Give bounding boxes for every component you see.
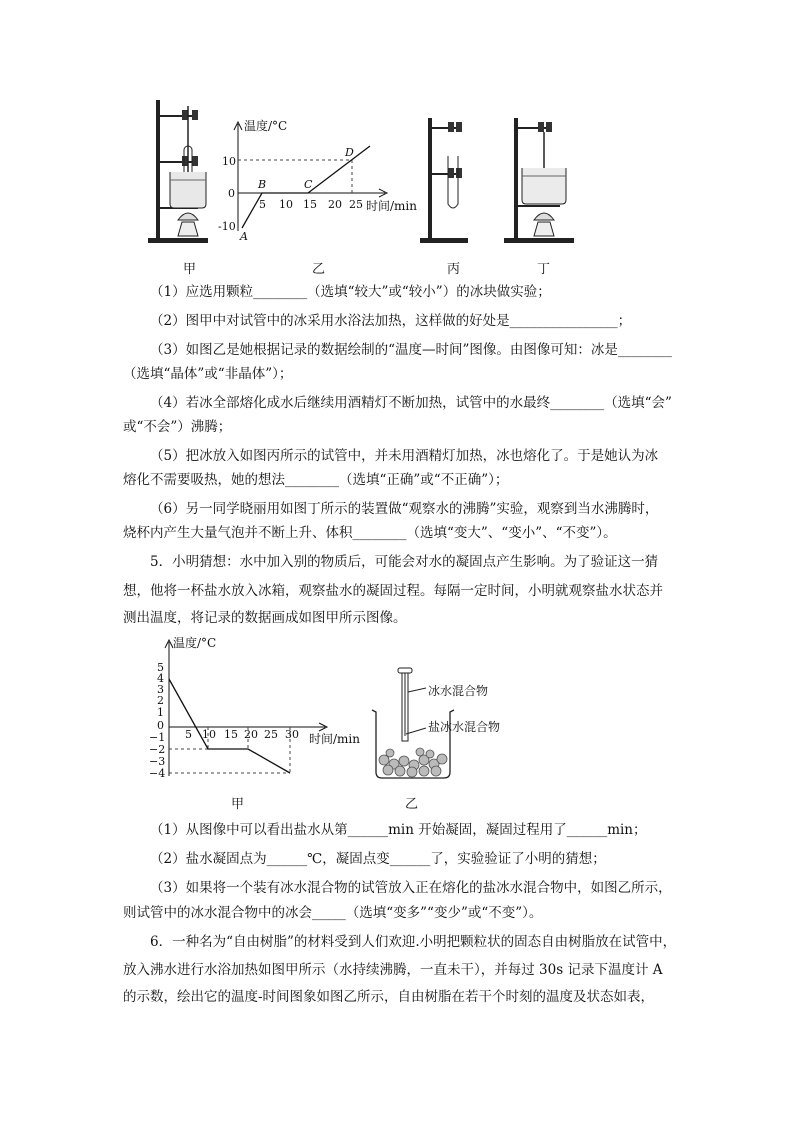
figure-caption: 甲 xyxy=(231,797,245,812)
question-line: 想，他将一杯盐水放入冰箱，观察盐水的凝固过程。每隔一定时间，小明就观察盐水状态并 xyxy=(123,583,663,599)
y-tick: −3 xyxy=(149,755,166,768)
x-tick: 10 xyxy=(202,728,216,741)
x-axis-label: 时间/min xyxy=(309,732,360,746)
y-tick: −4 xyxy=(149,767,166,780)
apparatus-jia xyxy=(148,96,220,246)
y-tick: -10 xyxy=(218,220,236,233)
figure-caption: 丁 xyxy=(537,262,551,277)
x-tick: 25 xyxy=(264,728,278,741)
point-label: C xyxy=(304,178,313,191)
x-tick: 15 xyxy=(224,728,238,741)
question-line: （3）如果将一个装有冰水混合物的试管放入正在熔化的盐冰水混合物中，如图乙所示， xyxy=(150,880,672,896)
question-line: 或“不会”）沸腾； xyxy=(123,419,232,435)
question-line: （1）从图像中可以看出盐水从第______min 开始凝固，凝固过程用了______min； xyxy=(150,822,647,838)
question-line: 测出温度，将记录的数据画成如图甲所示图像。 xyxy=(123,610,407,626)
y-tick: −2 xyxy=(149,743,166,756)
figure-caption: 甲 xyxy=(183,262,197,277)
temperature-time-graph-yi xyxy=(218,116,420,243)
label-salt-ice-water-mixture: 盐冰水混合物 xyxy=(428,720,501,734)
question-line: （5）把冰放入如图丙所示的试管中，并未用酒精灯加热，冰也熔化了。于是她认为冰 xyxy=(150,448,659,464)
x-tick: 25 xyxy=(349,198,363,211)
question-line: 的示数，绘出它的温度-时间图象如图乙所示，自由树脂在若干个时刻的温度及状态如表， xyxy=(123,989,655,1005)
y-tick: 3 xyxy=(157,683,164,696)
y-axis-label: 温度/°C xyxy=(173,636,217,650)
question-line: 烧杯内产生大量气泡并不断上升、体积________（选填“变大”、“变小”、“不变”）。 xyxy=(123,525,617,541)
question-line: 熔化不需要吸热，她的想法________（选填“正确”或“不正确”）； xyxy=(123,472,509,488)
x-tick: 20 xyxy=(244,728,258,741)
salt-water-cooling-graph-jia xyxy=(145,636,360,781)
question-line: 则试管中的冰水混合物中的冰会_____（选填“变多”“变少”或“不变”）。 xyxy=(123,905,543,921)
x-axis-label: 时间/min xyxy=(366,199,417,213)
figure-caption: 丙 xyxy=(447,262,461,277)
y-tick: 1 xyxy=(157,706,164,719)
question-line: （2）图甲中对试管中的冰采用水浴法加热，这样做的好处是________________； xyxy=(150,313,632,329)
question-line: （4）若冰全部熔化成水后继续用酒精灯不断加热，试管中的水最终________（选填“会” xyxy=(150,395,672,411)
y-tick: 10 xyxy=(222,155,236,168)
question-line: 6．一种名为“自由树脂”的材料受到人们欢迎.小明把颗粒状的固态自由树脂放在试管中， xyxy=(150,934,677,950)
x-tick: 15 xyxy=(303,198,317,211)
question-line: （2）盐水凝固点为______℃，凝固点变______了，实验验证了小明的猜想； xyxy=(150,851,606,867)
apparatus-bing xyxy=(420,116,480,246)
x-tick: 5 xyxy=(185,728,192,741)
y-tick: 5 xyxy=(157,661,164,674)
x-tick: 5 xyxy=(259,198,266,211)
y-tick: 2 xyxy=(157,694,164,707)
question-line: 放入沸水进行水浴加热如图甲所示（水持续沸腾，一直未干），并每过 30s 记录下温度计 A xyxy=(123,962,663,978)
question-line: （1）应选用颗粒________（选填“较大”或“较小”）的冰块做实验； xyxy=(150,284,551,300)
point-label: A xyxy=(240,230,248,243)
question-line: （选填“晶体”或“非晶体”）； xyxy=(123,366,293,382)
point-label: D xyxy=(345,146,354,159)
point-label: B xyxy=(258,178,267,191)
x-tick: 10 xyxy=(279,198,293,211)
apparatus-ding xyxy=(500,116,580,246)
x-tick: 20 xyxy=(328,198,342,211)
y-tick: −1 xyxy=(149,731,166,744)
question-line: （3）如图乙是她根据记录的数据绘制的“温度—时间”图像。由图像可知：冰是________ xyxy=(150,342,672,358)
label-ice-water-mixture: 冰水混合物 xyxy=(428,684,489,698)
x-tick: 30 xyxy=(285,728,299,741)
y-tick: 4 xyxy=(157,672,164,685)
figure-caption: 乙 xyxy=(405,797,419,812)
figure-caption: 乙 xyxy=(312,262,326,277)
question-line: （6）另一同学晓丽用如图丁所示的装置做“观察水的沸腾”实验，观察到当水沸腾时， xyxy=(150,501,659,517)
question-line: 5．小明猜想：水中加入别的物质后，可能会对水的凝固点产生影响。为了验证这一猜 xyxy=(150,554,659,570)
y-axis-label: 温度/°C xyxy=(244,119,288,133)
y-tick: 0 xyxy=(228,187,235,200)
y-tick: 0 xyxy=(157,719,164,732)
